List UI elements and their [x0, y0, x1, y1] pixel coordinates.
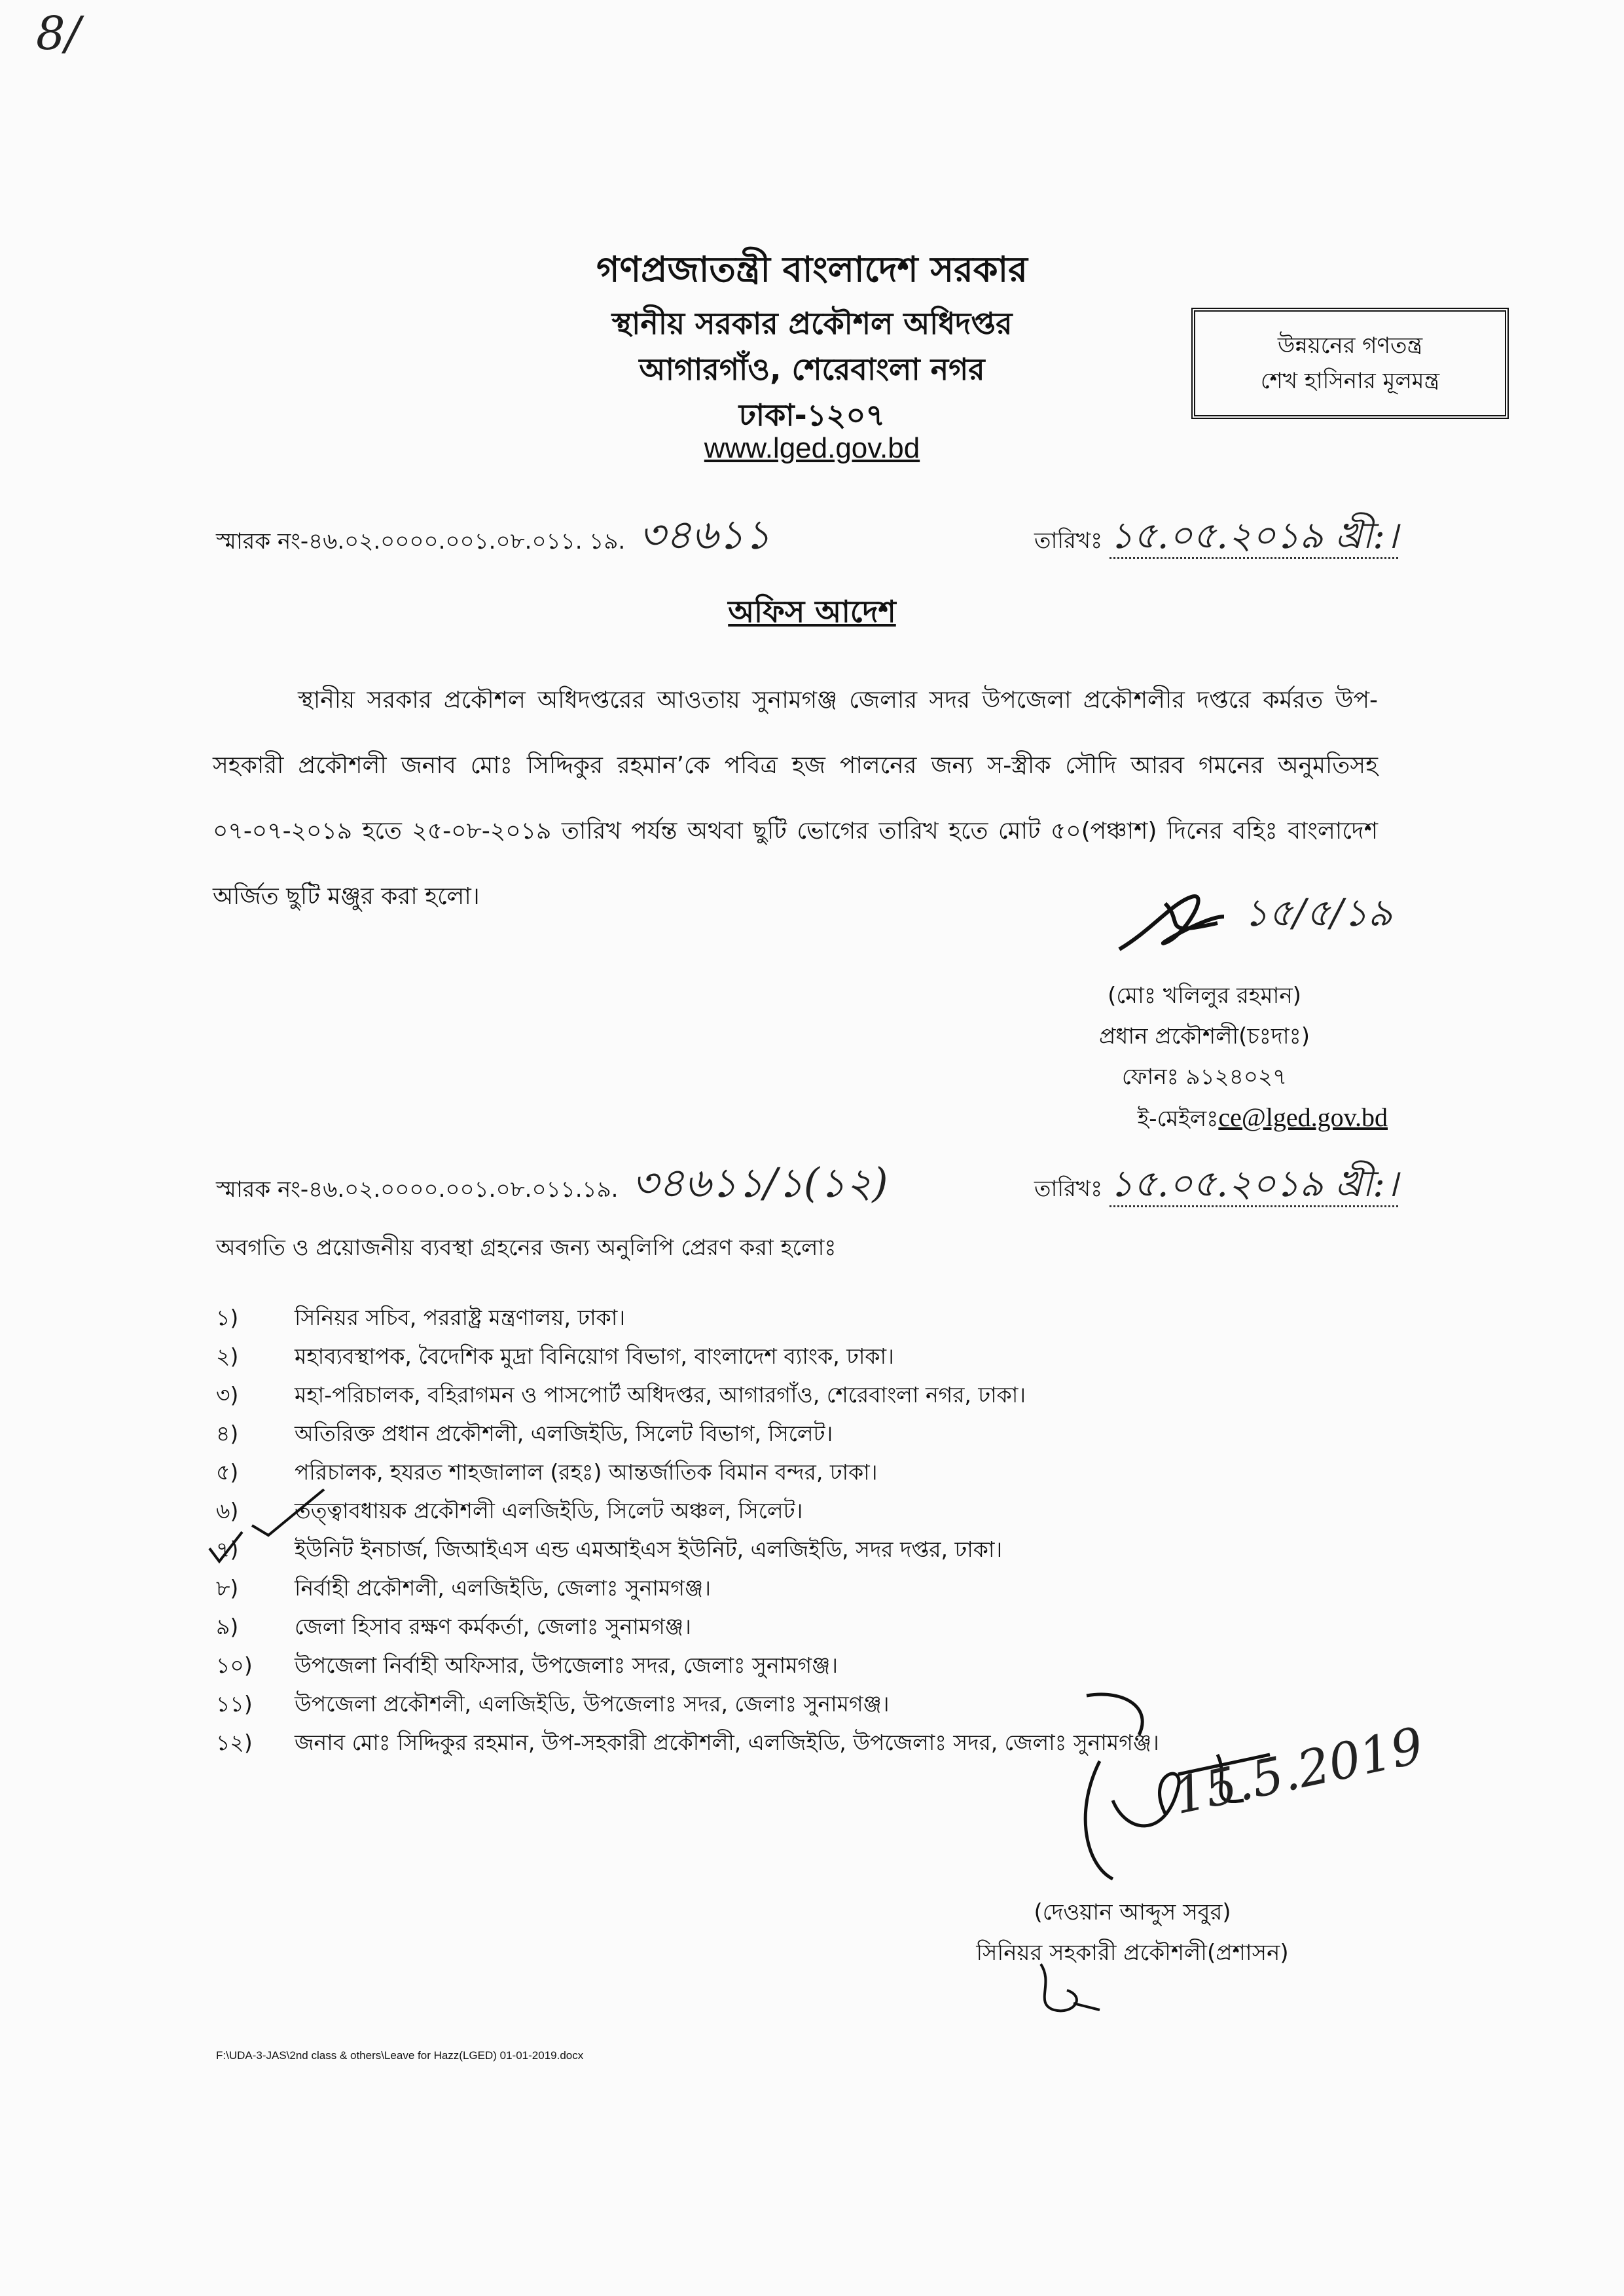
- item-number: ১১): [216, 1690, 253, 1717]
- item-text: তত্ত্বাবধায়ক প্রকৌশলী এলজিইডি, সিলেট অঞ্চল, সিলেট।: [295, 1497, 803, 1523]
- signatory-1-email-row: [1021, 1097, 1388, 1139]
- memo-label: স্মারক নং-৪৬.০২.০০০০.০০১.০৮.০১১.১৯.: [216, 1176, 619, 1203]
- list-item: [216, 1493, 1329, 1531]
- list-item: [216, 1300, 1329, 1338]
- govt-title: গণপ্রজাতন্ত্রী বাংলাদেশ সরকার: [596, 249, 1028, 290]
- signatory-2-designation: সিনিয়র সহকারী প্রকৌশলী(প্রশাসন): [976, 1940, 1289, 1966]
- handwritten-memo-number: ৩৪৬১১: [639, 511, 771, 558]
- address-line: আগারগাঁও, শেরেবাংলা নগর: [639, 352, 985, 387]
- item-number: ৮): [216, 1575, 239, 1601]
- memo-label: স্মারক নং-৪৬.০২.০০০০.০০১.০৮.০১১. ১৯.: [216, 528, 626, 555]
- memo-date-1: [1034, 507, 1398, 569]
- file-path: F:\UDA-3-JAS\2nd class & others\Leave for Hazz(LGED) 01-01-2019.docx: [216, 2049, 584, 2062]
- date-label: তারিখঃ: [1034, 1176, 1103, 1202]
- item-text: পরিচালক, হযরত শাহজালাল (রহঃ) আন্তর্জাতিক বিমান বন্দর, ঢাকা।: [295, 1459, 878, 1485]
- email-label: ই-মেইলঃ: [1137, 1106, 1219, 1132]
- item-number: ৬): [216, 1497, 239, 1523]
- item-number: ৭): [216, 1536, 239, 1562]
- list-item: [216, 1377, 1329, 1415]
- item-text: উপজেলা নির্বাহী অফিসার, উপজেলাঃ সদর, জেলাঃ সুনামগঞ্জ।: [295, 1652, 839, 1678]
- tick-mark-item-7: [206, 1529, 245, 1568]
- signature-1-date: ১৫/৫/১৯: [1244, 890, 1393, 935]
- item-number: ১): [216, 1304, 239, 1330]
- date-label: তারিখঃ: [1034, 528, 1103, 554]
- margin-note: 8/: [36, 7, 81, 60]
- list-item: [216, 1531, 1329, 1570]
- handwritten-memo-number: ৩৪৬১১/১(১২): [632, 1159, 888, 1207]
- signatory-1-block: [1021, 975, 1388, 1139]
- item-number: ৫): [216, 1459, 239, 1485]
- memo-date-2: [1034, 1156, 1398, 1217]
- item-number: ৩): [216, 1381, 239, 1408]
- department-name: স্থানীয় সরকার প্রকৌশল অধিদপ্তর: [611, 306, 1013, 341]
- item-text: নির্বাহী প্রকৌশলী, এলজিইডি, জেলাঃ সুনামগঞ্জ।: [295, 1575, 711, 1601]
- email-link[interactable]: ce@lged.gov.bd: [1218, 1102, 1388, 1132]
- signatory-1-name: (মোঃ খলিলুর রহমান): [1108, 983, 1301, 1009]
- list-item: [216, 1609, 1329, 1647]
- signatory-1-designation: প্রধান প্রকৌশলী(চঃদাঃ): [1099, 1023, 1310, 1049]
- list-item: [216, 1338, 1329, 1377]
- signature-2-date: 15.5.2019: [1168, 1715, 1428, 1826]
- city-postcode: ঢাকা-১২০৭: [738, 397, 886, 433]
- item-number: ১০): [216, 1652, 253, 1678]
- order-title: অফিস আদেশ: [728, 594, 896, 629]
- item-text: জেলা হিসাব রক্ষণ কর্মকর্তা, জেলাঃ সুনামগঞ্জ।: [295, 1613, 691, 1639]
- signatory-1-phone: ফোনঃ ৯১২৪০২৭: [1121, 1064, 1288, 1090]
- list-item: [216, 1647, 1329, 1686]
- list-item: [216, 1570, 1329, 1609]
- list-item: [216, 1415, 1329, 1454]
- order-body: স্থানীয় সরকার প্রকৌশল অধিদপ্তরের আওতায় সুনামগঞ্জ জেলার সদর উপজেলা প্রকৌশলীর দপ্তরে কর্মরত উপ-সহকারী প্রকৌশলী জনাব মোঃ সিদ্দিকুর রহমান’কে পবিত্র হজ পালনের জন্য স-স্ত্রীক সৌদি আরব গমনের অনুমতিসহ ০৭-০৭-২০১৯ হতে ২৫-০৮-২০১৯ তারিখ পর্যন্ত অথবা ছুটি ভোগের তারিখ হতে মোট ৫০(পঞ্চাশ) দিনের বহিঃ বাংলাদেশ অর্জিত ছুটি মঞ্জুর করা হলো।: [213, 687, 1378, 910]
- item-text: মহাব্যবস্থাপক, বৈদেশিক মুদ্রা বিনিয়োগ বিভাগ, বাংলাদেশ ব্যাংক, ঢাকা।: [295, 1343, 894, 1369]
- initial-mark: [1028, 1958, 1106, 2016]
- slogan-line-2: শেখ হাসিনার মূলমন্ত্র: [1260, 368, 1440, 394]
- item-number: ২): [216, 1343, 239, 1369]
- list-item: [216, 1454, 1329, 1493]
- handwritten-date: ১৫.০৫.২০১৯ খ্রী:।: [1110, 1163, 1398, 1207]
- handwritten-date: ১৫.০৫.২০১৯ খ্রী:।: [1110, 515, 1398, 559]
- memo-number-1: [216, 504, 770, 572]
- item-number: ১২): [216, 1729, 253, 1755]
- slogan-box: [1191, 308, 1509, 419]
- website-link[interactable]: www.lged.gov.bd: [704, 432, 920, 464]
- slogan-line-1: উন্নয়নের গণতন্ত্র: [1277, 332, 1423, 359]
- signatory-2-block: [936, 1892, 1329, 1973]
- copy-intro: অবগতি ও প্রয়োজনীয় ব্যবস্থা গ্রহনের জন্য অনুলিপি প্রেরণ করা হলোঃ: [216, 1235, 837, 1261]
- signatory-2-name: (দেওয়ান আব্দুস সবুর): [1034, 1899, 1231, 1925]
- item-text: জনাব মোঃ সিদ্দিকুর রহমান, উপ-সহকারী প্রকৌশলী, এলজিইডি, উপজেলাঃ সদর, জেলাঃ সুনামগঞ্জ।: [295, 1729, 1159, 1755]
- item-text: ইউনিট ইনচার্জ, জিআইএস এন্ড এমআইএস ইউনিট, এলজিইডি, সদর দপ্তর, ঢাকা।: [295, 1536, 1003, 1562]
- item-text: অতিরিক্ত প্রধান প্রকৌশলী, এলজিইডি, সিলেট বিভাগ, সিলেট।: [295, 1420, 833, 1446]
- item-text: উপজেলা প্রকৌশলী, এলজিইডি, উপজেলাঃ সদর, জেলাঃ সুনামগঞ্জ।: [295, 1690, 890, 1717]
- item-number: ৪): [216, 1420, 239, 1446]
- memo-number-2: [216, 1152, 888, 1220]
- item-text: মহা-পরিচালক, বহিরাগমন ও পাসপোর্ট অধিদপ্তর, আগারগাঁও, শেরেবাংলা নগর, ঢাকা।: [295, 1381, 1026, 1408]
- item-text: সিনিয়র সচিব, পররাষ্ট্র মন্ত্রণালয়, ঢাকা।: [295, 1304, 626, 1330]
- tick-mark-item-6: [249, 1486, 327, 1539]
- item-number: ৯): [216, 1613, 239, 1639]
